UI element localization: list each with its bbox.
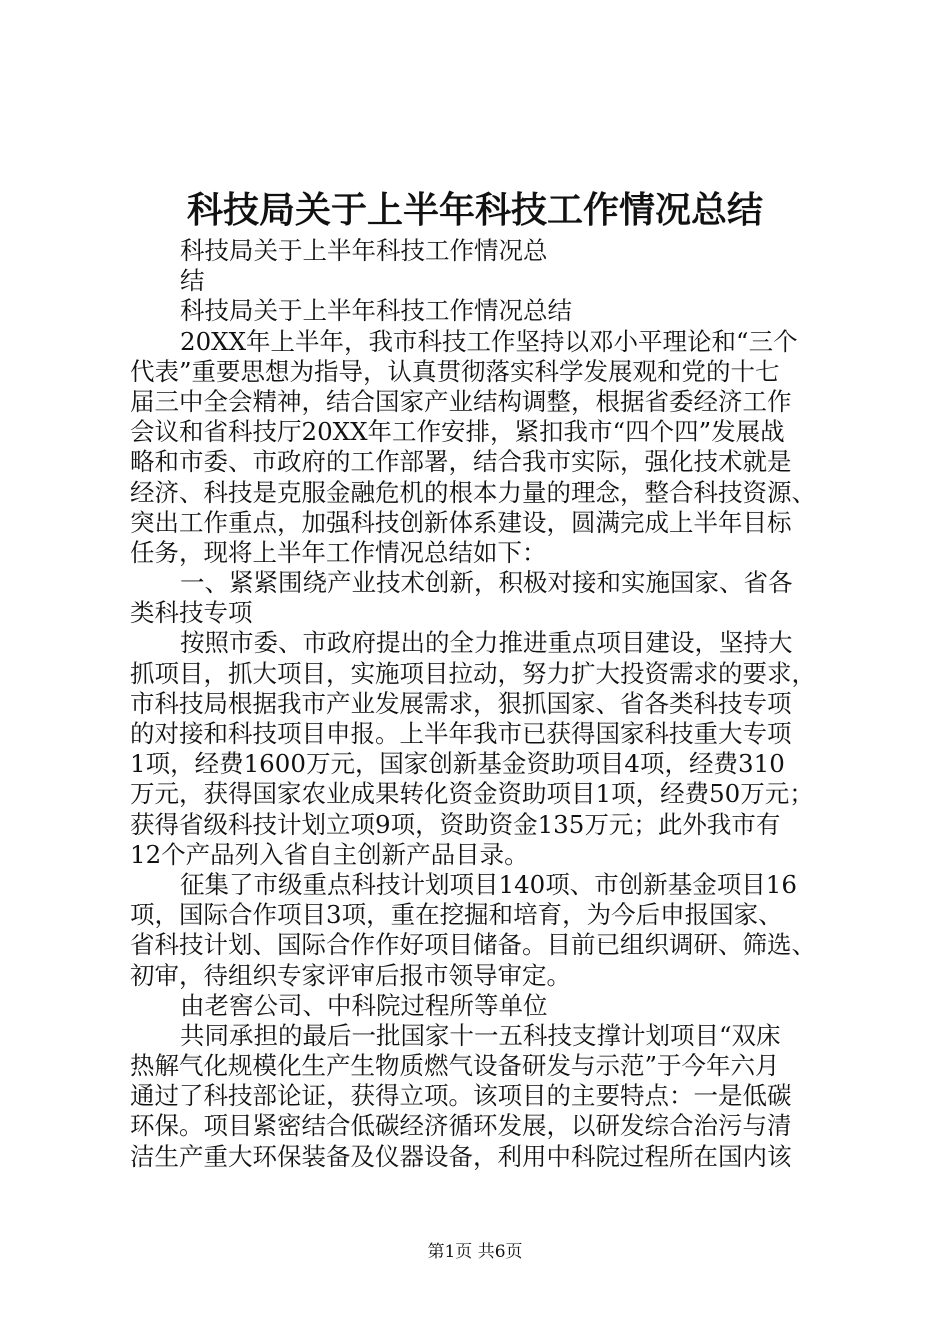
body-line: 通过了科技部论证，获得立项。该项目的主要特点：一是低碳: [130, 1081, 792, 1111]
body-line: 经济、科技是克服金融危机的根本力量的理念，整合科技资源、: [130, 477, 816, 507]
body-line: 省科技计划、国际合作作好项目储备。目前已组织调研、筛选、: [130, 930, 816, 960]
body-line: 代表”重要思想为指导，认真贯彻落实科学发展观和党的十七: [130, 356, 780, 386]
document-title: 科技局关于上半年科技工作情况总结: [186, 189, 763, 231]
body-line: 会议和省科技厅20XX年工作安排，紧扣我市“四个四”发展战: [130, 417, 785, 447]
body-line: 由老窖公司、中科院过程所等单位: [180, 990, 548, 1020]
document-body: [130, 236, 850, 1172]
body-line: 任务，现将上半年工作情况总结如下：: [130, 537, 547, 567]
body-line: 突出工作重点，加强科技创新体系建设，圆满完成上半年目标: [130, 507, 792, 537]
body-line: 项，国际合作项目3项，重在挖掘和培育，为今后申报国家、: [130, 900, 783, 930]
body-line: 环保。项目紧密结合低碳经济循环发展，以研发综合治污与清: [130, 1111, 792, 1141]
body-line: 初审，待组织专家评审后报市领导审定。: [130, 960, 571, 990]
body-line: 抓项目，抓大项目，实施项目拉动，努力扩大投资需求的要求，: [130, 658, 816, 688]
body-line: 科技局关于上半年科技工作情况总结: [180, 296, 572, 326]
body-line: 类科技专项: [130, 598, 253, 628]
body-line: 届三中全会精神，结合国家产业结构调整，根据省委经济工作: [130, 386, 792, 416]
body-line: 按照市委、市政府提出的全力推进重点项目建设，坚持大: [180, 628, 793, 658]
body-line: 略和市委、市政府的工作部署，结合我市实际，强化技术就是: [130, 447, 792, 477]
body-line: 获得省级科技计划立项9项，资助资金135万元；此外我市有: [130, 809, 781, 839]
body-line: 征集了市级重点科技计划项目140项、市创新基金项目16: [180, 869, 797, 899]
body-line: 万元，获得国家农业成果转化资金资助项目1项，经费50万元；: [130, 779, 814, 809]
body-line: 热解气化规模化生产生物质燃气设备研发与示范”于今年六月: [130, 1051, 780, 1081]
body-line: 1项，经费1600万元，国家创新基金资助项目4项，经费310: [130, 749, 785, 779]
body-line: 20XX年上半年，我市科技工作坚持以邓小平理论和“三个: [180, 326, 798, 356]
body-line: 共同承担的最后一批国家十一五科技支撑计划项目“双床: [180, 1020, 781, 1050]
body-line: 结: [180, 266, 205, 296]
body-line: 一、紧紧围绕产业技术创新，积极对接和实施国家、省各: [180, 568, 793, 598]
page-footer: 第1页 共6页: [427, 1242, 523, 1262]
body-line: 的对接和科技项目申报。上半年我市已获得国家科技重大专项: [130, 719, 792, 748]
body-line: 科技局关于上半年科技工作情况总: [180, 236, 548, 265]
body-line: 市科技局根据我市产业发展需求，狠抓国家、省各类科技专项: [130, 688, 792, 718]
body-line: 12个产品列入省自主创新产品目录。: [130, 839, 529, 869]
body-line: 洁生产重大环保装备及仪器设备，利用中科院过程所在国内该: [130, 1141, 792, 1171]
